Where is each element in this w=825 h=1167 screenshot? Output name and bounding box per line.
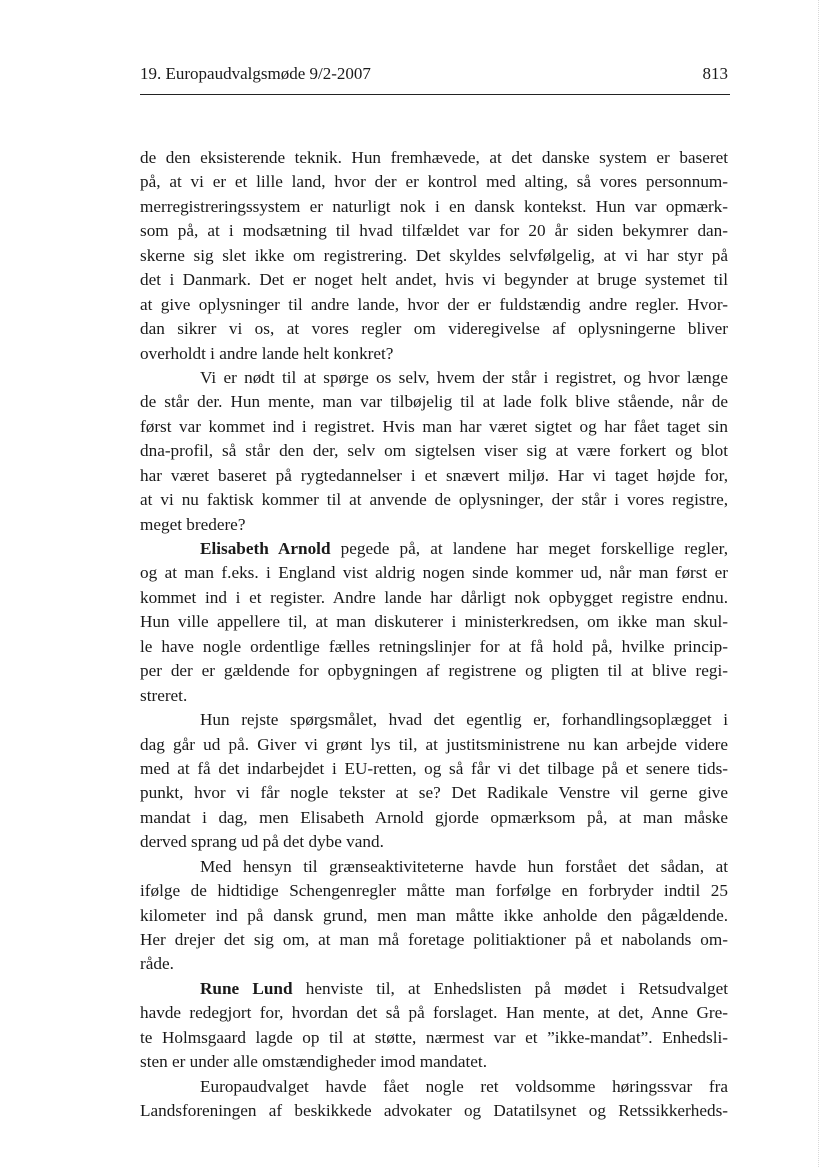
line-text: henviste til, at Enhedslisten på mødet i Retsudvalget xyxy=(292,978,728,998)
text-line: sten er under alle omstændigheder imod mandatet. xyxy=(140,1052,487,1072)
text-line: dan sikrer vi os, at vores regler om videregivelse af oplysningerne bliver xyxy=(140,319,728,339)
text-line: ifølge de hidtidige Schengenregler måtte man forfølge en forbryder indtil 25 xyxy=(140,881,728,901)
text-line: Hun rejste spørgsmålet, hvad det egentlig er, forhandlingsoplægget i xyxy=(200,710,728,730)
text-line: Vi er nødt til at spørge os selv, hvem der står i registret, og hvor længe xyxy=(200,367,728,387)
text-line: på, at vi er et lille land, hvor der er kontrol med alting, så vores personnum- xyxy=(140,172,728,192)
text-line: de står der. Hun mente, man var tilbøjelig til at lade folk blive stående, når de xyxy=(140,392,728,412)
page-number: 813 xyxy=(702,64,728,83)
text-line: mandat i dag, men Elisabeth Arnold gjorde opmærksom på, at man måske xyxy=(140,807,728,827)
text-line: skerne sig slet ikke om registrering. Det skyldes selvfølgelig, at vi har styr på xyxy=(140,245,728,265)
speaker-name: Rune Lund xyxy=(200,978,293,998)
text-line: og at man f.eks. i England vist aldrig nogen sinde kommer ud, når man først er xyxy=(140,563,728,583)
text-line: streret. xyxy=(140,685,188,705)
text-line: det i Danmark. Det er noget helt andet, hvis vi begynder at bruge systemet til xyxy=(140,270,728,290)
text-line: dna-profil, så står den der, selv om sigtelsen viser sig at være forkert og blot xyxy=(140,441,728,461)
text-line: kommet ind i et register. Andre lande har dårligt nok opbygget registre endnu. xyxy=(140,587,728,607)
speaker-paragraph xyxy=(140,537,728,708)
scan-edge xyxy=(818,0,820,1167)
text-line: le have nogle ordentlige fælles retningslinjer for at få hold på, hvilke princip- xyxy=(140,636,728,656)
text-line: Med hensyn til grænseaktiviteterne havde hun forstået det sådan, at xyxy=(200,856,728,876)
text-line: som på, at i modsætning til hvad tilfældet var for 20 år siden bekymrer dan- xyxy=(140,221,728,241)
text-line: kilometer ind på dansk grund, men man måtte ikke anholde den pågældende. xyxy=(140,905,728,925)
paragraph xyxy=(140,855,728,977)
page-header xyxy=(140,62,730,95)
paragraph xyxy=(140,708,728,855)
text-line: meget bredere? xyxy=(140,514,246,534)
text-line: per der er gældende for opbygningen af registrene og pligten til at blive regi- xyxy=(140,661,728,681)
line-text: pegede på, at landene har meget forskellige regler, xyxy=(330,539,728,558)
text-line: har været baseret på rygtedannelser i et snævert miljø. Har vi taget højde for, xyxy=(140,465,728,485)
speaker-paragraph xyxy=(140,977,728,1075)
text-line: de den eksisterende teknik. Hun fremhævede, at det danske system er baseret xyxy=(140,148,728,167)
running-title: 19. Europaudvalgsmøde 9/2-2007 xyxy=(140,64,371,83)
text-line xyxy=(140,537,728,561)
text-line: havde redegjort for, hvordan det så på forslaget. Han mente, at det, Anne Gre- xyxy=(140,1003,728,1023)
text-line: at vi nu faktisk kommer til at anvende de oplysninger, der står i vores registre, xyxy=(140,490,728,510)
text-line: te Holmsgaard lagde op til at støtte, nærmest var et ”ikke-mandat”. Enhedsli- xyxy=(140,1027,728,1047)
paragraph xyxy=(140,146,728,366)
speaker-name: Elisabeth Arnold xyxy=(200,539,331,558)
text-line xyxy=(140,977,728,1001)
text-line: derved sprang ud på det dybe vand. xyxy=(140,832,384,852)
text-line: Landsforeningen af beskikkede advokater og Datatilsynet og Retssikkerheds- xyxy=(140,1101,728,1121)
body-text xyxy=(140,146,728,1124)
text-line: dag går ud på. Giver vi grønt lys til, at justitsministrene nu kan arbejde videre xyxy=(140,734,728,754)
text-line: merregistreringssystem er naturligt nok i en dansk kontekst. Hun var opmærk- xyxy=(140,196,728,216)
text-line: at give oplysninger til andre lande, hvor der er fuldstændig andre regler. Hvor- xyxy=(140,294,728,314)
paragraph xyxy=(140,366,728,537)
text-line: punkt, hvor vi får nogle tekster at se? Det Radikale Venstre vil gerne give xyxy=(140,783,728,803)
text-line: først var kommet ind i registret. Hvis man har været sigtet og har fået taget sin xyxy=(140,416,728,436)
text-line: overholdt i andre lande helt konkret? xyxy=(140,343,394,363)
text-line: Her drejer det sig om, at man må foretage politiaktioner på et nabolands om- xyxy=(140,930,728,949)
text-line: Hun ville appellere til, at man diskuterer i ministerkredsen, om ikke man skul- xyxy=(140,612,728,632)
text-line: Europaudvalget havde fået nogle ret voldsomme høringssvar fra xyxy=(200,1076,728,1096)
paragraph xyxy=(140,1075,728,1124)
text-line: med at få det indarbejdet i EU-retten, og så får vi det tilbage på et senere tids- xyxy=(140,758,728,778)
text-line: råde. xyxy=(140,954,174,974)
